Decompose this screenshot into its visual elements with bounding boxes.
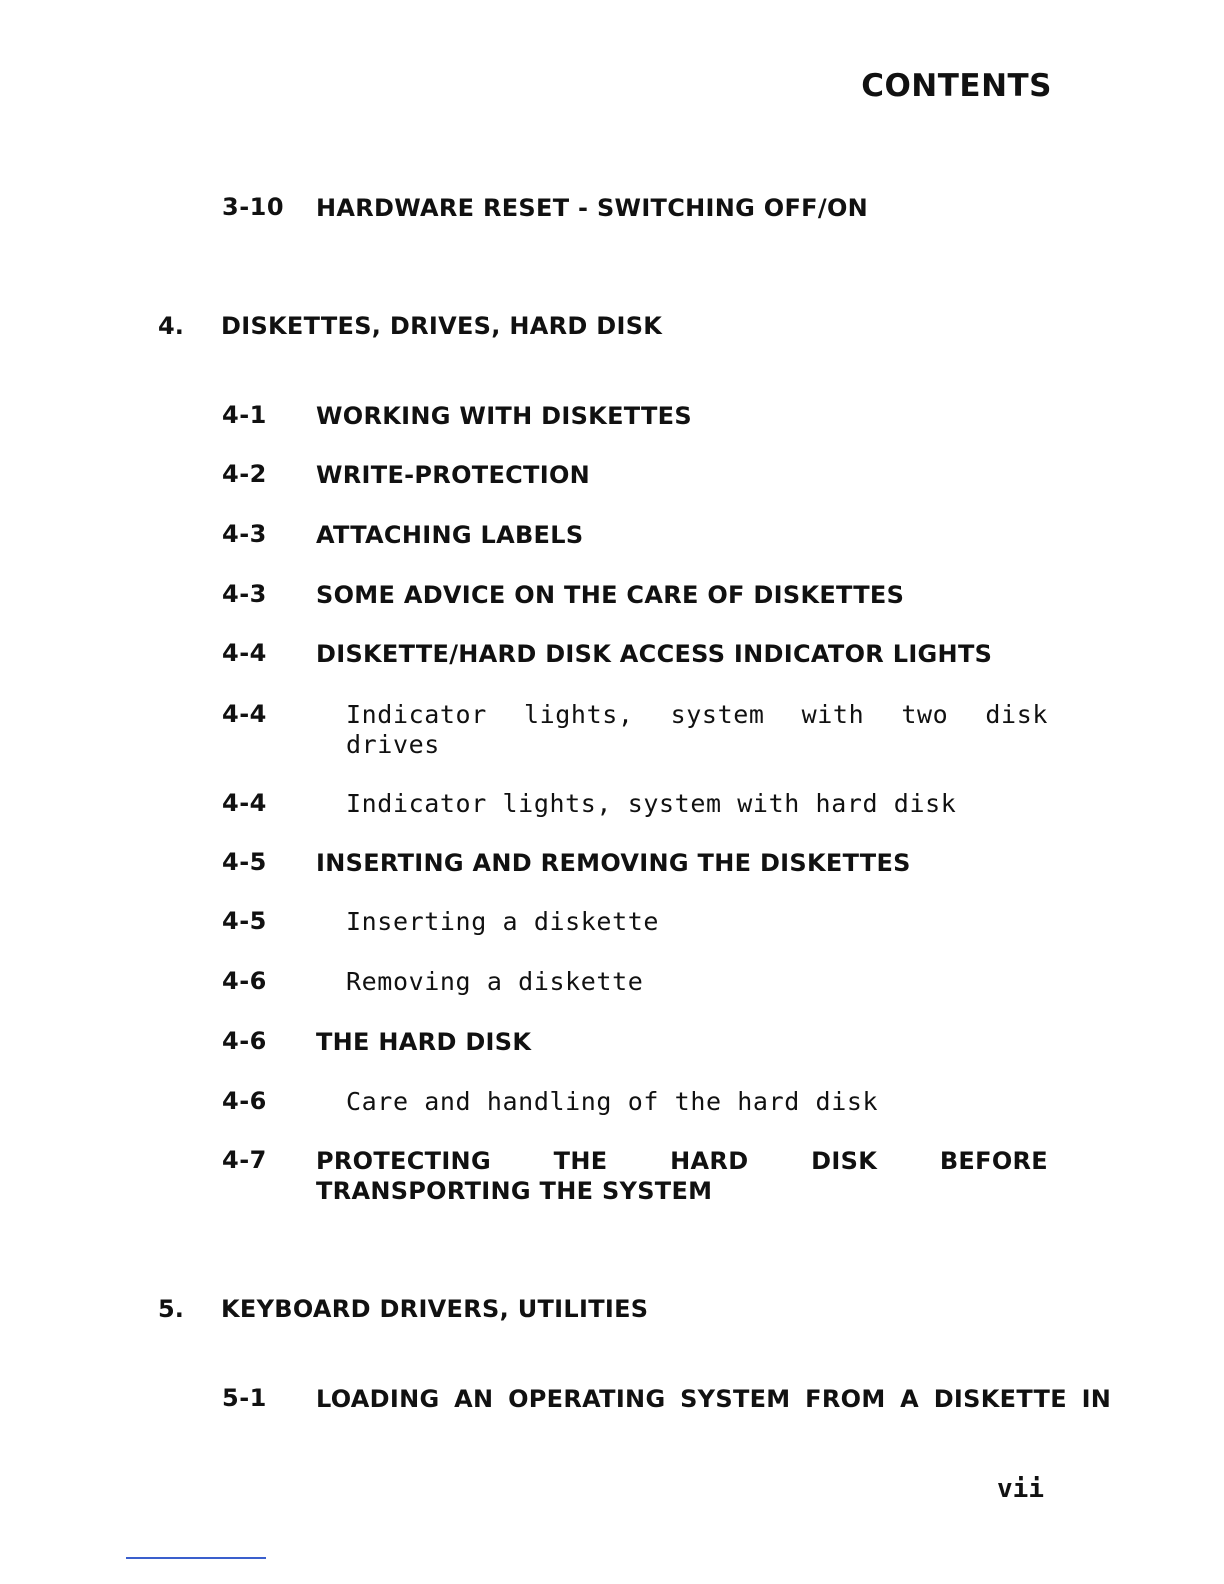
entry-title: HARDWARE RESET - SWITCHING OFF/ON [316,194,869,222]
entry-page: 5-1 [222,1384,267,1412]
page-number: vii [997,1474,1044,1504]
section-number: 4. [158,312,184,340]
entry-title: WORKING WITH DISKETTES [316,402,692,430]
contents-heading: CONTENTS [861,68,1052,104]
entry-page: 4-6 [222,967,267,995]
entry-title: Inserting a diskette [346,907,660,936]
entry-title: Indicator lights, system with hard disk [346,789,957,818]
entry-title: PROTECTING THE HARD DISK BEFORE TRANSPORTING THE SYSTEM [316,1147,1048,1205]
entry-title: Care and handling of the hard disk [346,1087,879,1116]
footer-rule [126,1557,266,1559]
entry-page: 4-4 [222,700,267,728]
entry-title: DISKETTE/HARD DISK ACCESS INDICATOR LIGHTS [316,640,993,668]
entry-title: WRITE-PROTECTION [316,461,591,489]
entry-page: 4-4 [222,639,267,667]
entry-page: 4-6 [222,1027,267,1055]
section-title: KEYBOARD DRIVERS, UTILITIES [221,1295,649,1323]
entry-title: SOME ADVICE ON THE CARE OF DISKETTES [316,581,905,609]
entry-page: 4-1 [222,401,267,429]
entry-page: 4-7 [222,1146,267,1174]
entry-page: 4-5 [222,848,267,876]
entry-page: 4-5 [222,907,267,935]
entry-page: 4-3 [222,520,267,548]
entry-title: Indicator lights, system with two disk drives [346,700,1048,759]
entry-page: 4-3 [222,580,267,608]
entry-title: THE HARD DISK [316,1028,532,1056]
entry-title: ATTACHING LABELS [316,521,584,549]
entry-title: LOADING AN OPERATING SYSTEM FROM A DISKETTE IN [316,1385,1112,1413]
entry-page: 4-2 [222,460,267,488]
entry-title: INSERTING AND REMOVING THE DISKETTES [316,849,911,877]
entry-page: 3-10 [222,193,285,221]
entry-page: 4-4 [222,789,267,817]
section-title: DISKETTES, DRIVES, HARD DISK [221,312,663,340]
section-number: 5. [158,1295,184,1323]
entry-page: 4-6 [222,1087,267,1115]
entry-title: Removing a diskette [346,967,644,996]
